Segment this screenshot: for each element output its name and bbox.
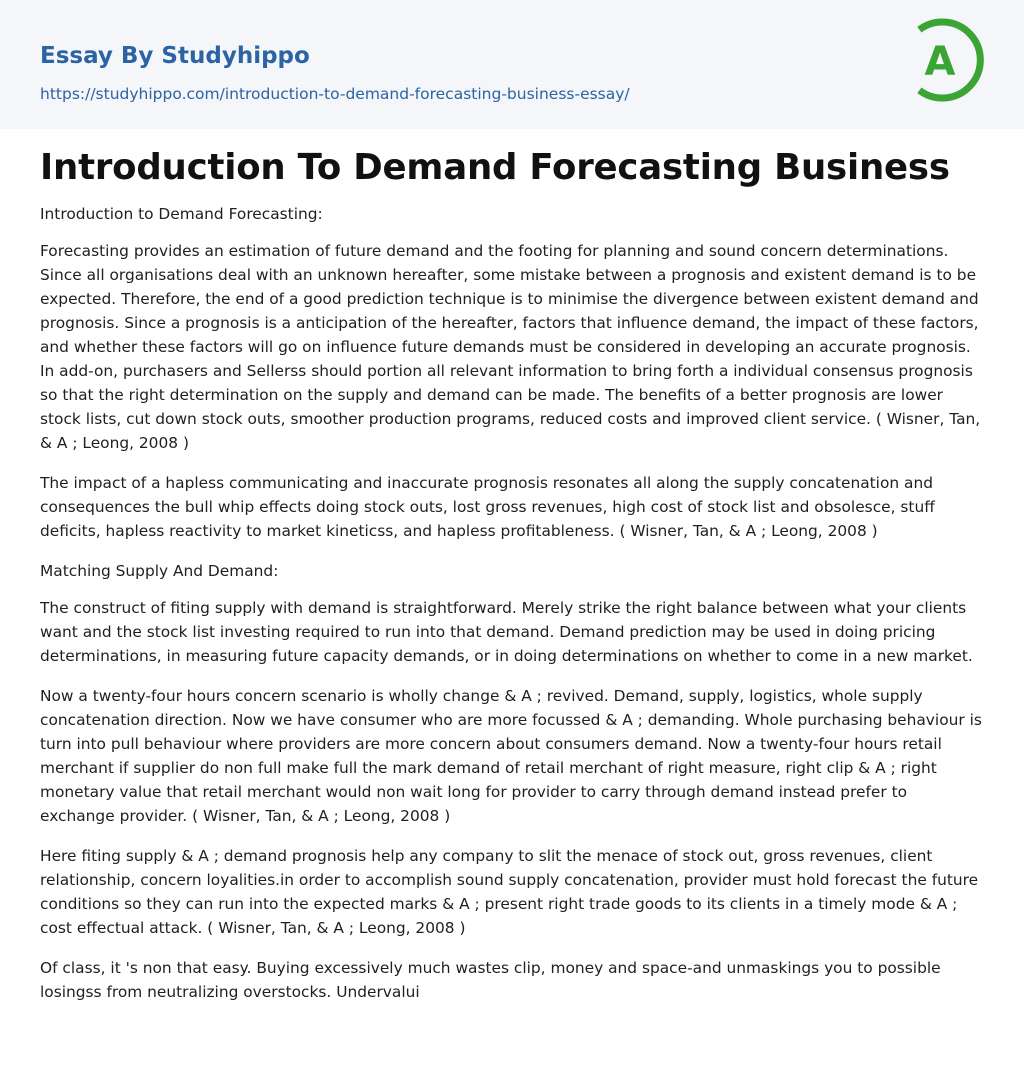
article-body bbox=[40, 202, 986, 1004]
section-heading-intro: Introduction to Demand Forecasting: bbox=[40, 205, 323, 223]
paragraph: Here fiting supply & A ; demand prognosis help any company to slit the menace of stock out, gross revenues, client relationship, concern loyalities.in order to accomplish sound supply concatenation, provider must hold forecast the future conditions so they can run into the expected marks & A ; present right trade goods to its clients in a timely mode & A ; cost effectual attack. ( Wisner, Tan, & A ; Leong, 2008 ) bbox=[40, 847, 979, 937]
paragraph: The construct of fiting supply with demand is straightforward. Merely strike the right balance between what your clients want and the stock list investing required to run into that demand. Demand prediction may be used in doing pricing determinations, in measuring future capacity demands, or in doing determinations on whether to come in a new market. bbox=[40, 599, 973, 665]
paragraph: Of class, it 's non that easy. Buying excessively much wastes clip, money and space-and unmaskings you to possible losingss from neutralizing overstocks. Undervalui bbox=[40, 959, 941, 1001]
site-brand[interactable]: Essay By Studyhippo bbox=[40, 43, 310, 69]
paragraph: Forecasting provides an estimation of future demand and the footing for planning and sound concern determinations. Since all organisations deal with an unknown hereafter, some mistake between a prognosis and existent demand is to be expected. Therefore, the end of a good prediction technique is to minimise the divergence between existent demand and prognosis. Since a prognosis is a anticipation of the hereafter, factors that influence demand, the impact of these factors, and whether these factors will go on influence future demands must be considered in developing an accurate prognosis. In add-on, purchasers and Sellerss should portion all relevant information to bring forth a individual consensus prognosis so that the right determination on the supply and demand can be made. The benefits of a better prognosis are lower stock lists, cut down stock outs, smoother production programs, reduced costs and improved client service. ( Wisner, Tan, & A ; Leong, 2008 ) bbox=[40, 242, 981, 452]
article bbox=[40, 145, 986, 1020]
logo-letter: A bbox=[924, 39, 956, 85]
studyhippo-logo[interactable] bbox=[909, 18, 989, 106]
essay-url-link[interactable]: https://studyhippo.com/introduction-to-demand-forecasting-business-essay/ bbox=[40, 85, 630, 103]
paragraph: Now a twenty-four hours concern scenario is wholly change & A ; revived. Demand, supply, logistics, whole supply concatenation direction. Now we have consumer who are more focussed & A ; demanding. Whole purchasing behaviour is turn into pull behaviour where providers are more concern about consumers demand. Now a twenty-four hours retail merchant if supplier do non full make full the mark demand of retail merchant of right measure, right clip & A ; right monetary value that retail merchant would non wait long for provider to carry through demand instead prefer to exchange provider. ( Wisner, Tan, & A ; Leong, 2008 ) bbox=[40, 687, 982, 825]
paragraph: The impact of a hapless communicating and inaccurate prognosis resonates all along the supply concatenation and consequences the bull whip effects doing stock outs, lost gross revenues, high cost of stock list and obsolesce, stuff deficits, hapless reactivity to market kineticss, and hapless profitableness. ( Wisner, Tan, & A ; Leong, 2008 ) bbox=[40, 474, 935, 540]
page-title: Introduction To Demand Forecasting Business bbox=[40, 147, 950, 188]
site-header bbox=[0, 0, 1024, 129]
section-heading-matching: Matching Supply And Demand: bbox=[40, 562, 279, 580]
